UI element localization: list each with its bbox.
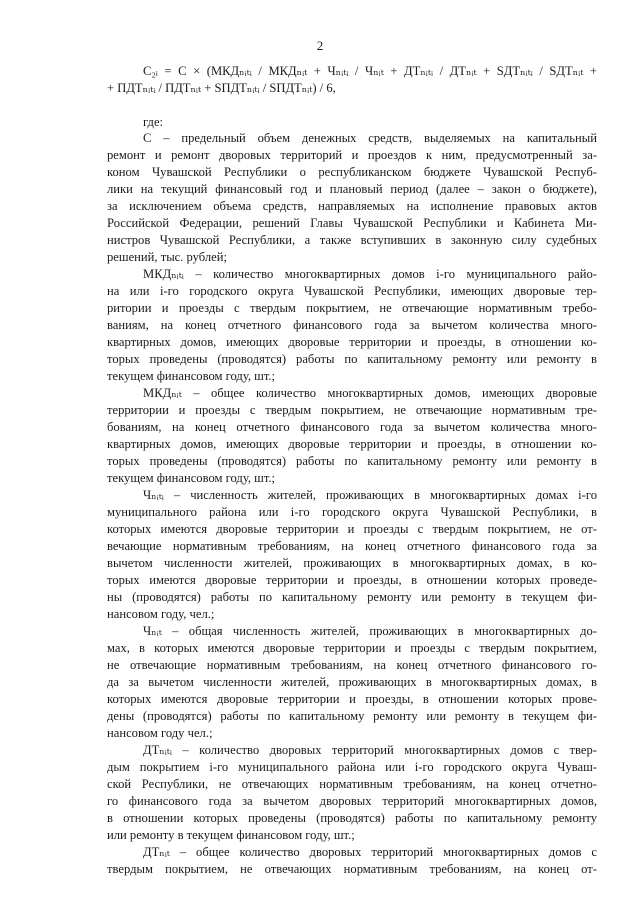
text-line: твердым покрытием, не отвечающих нормативным требованиям, на конец от-	[107, 862, 597, 876]
text-line: торых имеются дворовые территории и проезды, в отношении которых проведе-	[107, 573, 597, 587]
text-line: которых имеются дворовые территории и проезды с твердым покрытием, не от-	[107, 522, 597, 536]
text-line: МКДₙᵢₜ – общее количество многоквартирных домов, имеющих дворовые	[143, 386, 597, 400]
text-line: за исключением объема средств, направляемых на исполнение правовых актов	[107, 199, 597, 213]
text-line: на или i-го городского округа Чувашской Республики, имеющих дворовые тер-	[107, 284, 597, 298]
text-line: бованиям, на конец отчетного финансового года за вычетом количества много-	[107, 420, 597, 434]
text-line: муниципального района или i-го городского округа Чувашской Республики, в	[107, 505, 597, 519]
text-line: нансовом году, чел.;	[107, 607, 215, 621]
text-line: текущем финансовом году, шт.;	[107, 471, 276, 485]
text-line: или ремонту в текущем финансовом году, шт.;	[107, 828, 355, 842]
text-line: дены (проводятся) работы по капитальному ремонту или ремонту в текущем фи-	[107, 709, 597, 723]
text-line: квартирных домов, имеющих дворовые территории и проезды, в отношении ко-	[107, 335, 597, 349]
text-line: территории и проезды с твердым покрытием, не отвечающие нормативным тре-	[107, 403, 597, 417]
text-line: мах, в которых имеются дворовые территории и проезды с твердым покрытием,	[107, 641, 597, 655]
text-line: квартирных домов, имеющих дворовые территории и проезды, в отношении ко-	[107, 437, 597, 451]
text-line: го финансового года за вычетом дворовых территорий многоквартирных домов,	[107, 794, 597, 808]
text-line: ритории и проезды с твердым покрытием, не отвечающие нормативным требо-	[107, 301, 597, 315]
text-line: нистров Чувашской Республики, а также вступивших в законную силу судебных	[107, 233, 597, 247]
text-line: ны (проводятся) работы по капитальному ремонту или ремонту в текущем фи-	[107, 590, 597, 604]
text-line: ремонт и ремонт дворовых территорий и проездов к ним, предусмотренный за-	[107, 148, 597, 162]
text-line: нансовом году чел.;	[107, 726, 213, 740]
text-line: Чₙᵢₜ – общая численность жителей, проживающих в многоквартирных до-	[143, 624, 597, 638]
formula-line: + ПДТₙᵢₜᵢ / ПДТₙᵢₜ + SПДТₙᵢₜᵢ / SПДТₙᵢₜ) / 6,	[107, 81, 336, 95]
text-line: вечающие нормативным требованиям, на конец отчетного финансового года за	[107, 539, 597, 553]
text-line: торых проведены (проводятся) работы по капитальному ремонту или ремонту в	[107, 454, 597, 468]
text-line: дым покрытием i-го муниципального района или i-го городского округа Чуваш-	[107, 760, 597, 774]
text-line: вычетом численности жителей, проживающих в многоквартирных домах, в ко-	[107, 556, 597, 570]
text-line: лики на текущий финансовый год и плановый период (далее – закон о бюджете),	[107, 182, 597, 196]
text-line: ДТₙᵢₜᵢ – количество дворовых территорий многоквартирных домов с твер-	[143, 743, 597, 757]
text-line: МКДₙᵢₜᵢ – количество многоквартирных домов i-го муниципального райо-	[143, 267, 597, 281]
text-line: Российской Федерации, решений Главы Чувашской Республики и Кабинета Ми-	[107, 216, 597, 230]
text-line: где:	[143, 115, 164, 129]
text-line: решений, тыс. рублей;	[107, 250, 228, 264]
text-line: торых проведены (проводятся) работы по капитальному ремонту или ремонту в	[107, 352, 597, 366]
text-line: текущем финансовом году, шт.;	[107, 369, 276, 383]
formula-line: C₂ᵢ = C × (МКДₙᵢₜᵢ / МКДₙᵢₜ + Чₙᵢₜᵢ / Чₙᵢₜ + ДТₙᵢₜᵢ / ДТₙᵢₜ + SДТₙᵢₜᵢ / SДТₙᵢₜ +	[143, 64, 597, 78]
text-line: ваниям, на конец отчетного финансового года за вычетом количества много-	[107, 318, 597, 332]
text-line: да за вычетом численности жителей, проживающих в многоквартирных домах, в	[107, 675, 597, 689]
text-line: которых имеются дворовые территории и проезды, в отношении которых прове-	[107, 692, 597, 706]
text-line: С – предельный объем денежных средств, выделяемых на капитальный	[143, 131, 597, 145]
page-number: 2	[316, 38, 324, 53]
text-line: коном Чувашской Республики о республиканском бюджете Чувашской Респуб-	[107, 165, 597, 179]
text-line: ДТₙᵢₜ – общее количество дворовых территорий многоквартирных домов с	[143, 845, 597, 859]
text-line: в отношении которых проведены (проводятся) работы по капитальному ремонту	[107, 811, 597, 825]
text-line: ской Республики, не отвечающих нормативным требованиям, на конец отчетно-	[107, 777, 597, 791]
text-line: Чₙᵢₜᵢ – численность жителей, проживающих в многоквартирных домах i-го	[143, 488, 597, 502]
text-line: не отвечающие нормативным требованиям, на конец отчетного финансового го-	[107, 658, 597, 672]
